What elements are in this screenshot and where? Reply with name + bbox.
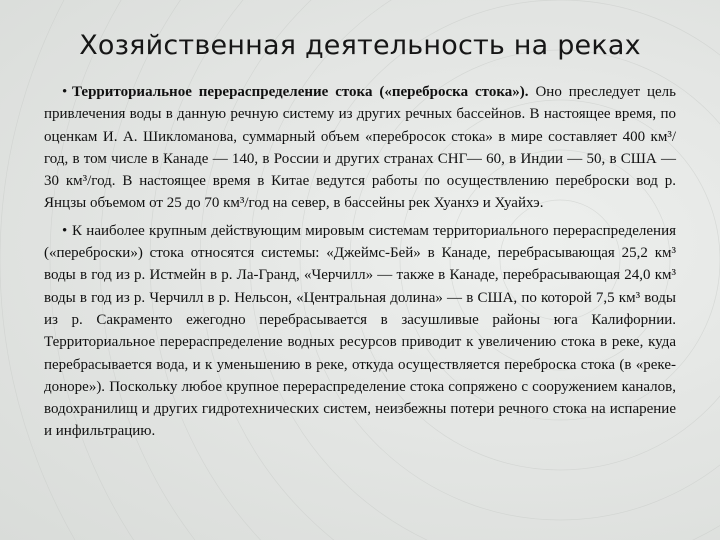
slide-title: Хозяйственная деятельность на реках (79, 30, 641, 61)
bullet-marker: • (62, 222, 68, 239)
bullet-marker: • (62, 84, 68, 100)
paragraph-text: Оно преследует цель привлечения воды в данную речную систему из других речных бассейнов. В настоящее время, по оценкам И. А. Шикломанова, суммарный объем «перебросок стока» в мире составляет 400 км³/год, в том числе в Канаде — 140, в России и других странах СНГ— 60, в Индии — 50, в США —30 км³/год. В настоящее время в Китае ведутся работы по осуществлению переброски вод р. Янцзы объемом от 25 до 70 км³/год на север, в бассейны рек Хуанхэ и Хуайхэ. (44, 84, 676, 212)
slide-body (44, 81, 676, 448)
paragraph-redistribution (44, 81, 676, 215)
paragraph-lead: Территориальное перераспределение стока («переброска стока»). (72, 84, 529, 100)
paragraph-text: К наиболее крупным действующим мировым системам территориального перераспределения («переброски») стока относятся системы: «Джеймс-Бей» в Канаде, перебрасывающая 25,2 км³ воды в год из р. Истмейн в р. Ла-Гранд, «Черчилл» — также в Канаде, перебрасывающая 24,0 км³ воды в год из р. Черчилл в р. Нельсон, «Центральная долина» — в США, по которой 7,5 км³ воды из р. Сакраменто ежегодно перебрасывается в засушливые районы юга Калифорнии. Территориальное перераспределение водных ресурсов приводит к увеличению стока в реке, куда перебрасывается вода, и к уменьшению в реке, откуда осуществляется переброска стока (в «реке-доноре»). Поскольку любое крупное перераспределение стока сопряжено с сооружением каналов, водохранилищ и других гидротехнических систем, неизбежны потери речного стока на испарение и инфильтрацию. (44, 222, 676, 440)
paragraph-largest-systems (44, 220, 676, 443)
